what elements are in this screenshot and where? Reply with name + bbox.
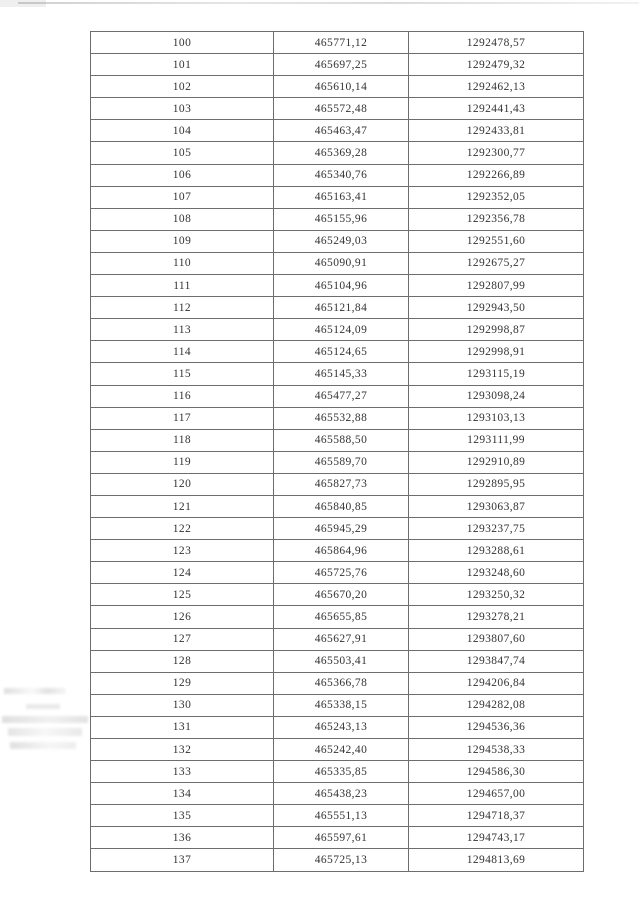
table-row (91, 584, 584, 606)
y-coordinate-cell: 1293847,74 (409, 650, 584, 672)
table-row (91, 805, 584, 827)
scan-artifact-line (18, 2, 639, 4)
table-row (91, 164, 584, 186)
x-coordinate-cell: 465597,61 (274, 827, 409, 849)
x-coordinate-cell: 465589,70 (274, 451, 409, 473)
point-number-cell: 113 (91, 319, 274, 341)
point-number-cell: 119 (91, 451, 274, 473)
point-number-cell: 118 (91, 429, 274, 451)
table-row (91, 275, 584, 297)
y-coordinate-cell: 1292895,95 (409, 473, 584, 495)
table-row (91, 54, 584, 76)
point-number-cell: 132 (91, 739, 274, 761)
margin-smudge (26, 704, 60, 709)
x-coordinate-cell: 465840,85 (274, 495, 409, 517)
y-coordinate-cell: 1292441,43 (409, 98, 584, 120)
point-number-cell: 131 (91, 716, 274, 738)
point-number-cell: 103 (91, 98, 274, 120)
x-coordinate-cell: 465121,84 (274, 297, 409, 319)
point-number-cell: 126 (91, 606, 274, 628)
x-coordinate-cell: 465655,85 (274, 606, 409, 628)
table-row (91, 650, 584, 672)
table-row (91, 540, 584, 562)
point-number-cell: 115 (91, 363, 274, 385)
x-coordinate-cell: 465124,65 (274, 341, 409, 363)
x-coordinate-cell: 465610,14 (274, 76, 409, 98)
point-number-cell: 137 (91, 849, 274, 872)
table-row (91, 142, 584, 164)
table-row (91, 849, 584, 872)
point-number-cell: 105 (91, 142, 274, 164)
table-row (91, 98, 584, 120)
point-number-cell: 109 (91, 230, 274, 252)
point-number-cell: 100 (91, 32, 274, 54)
point-number-cell: 130 (91, 694, 274, 716)
point-number-cell: 122 (91, 518, 274, 540)
y-coordinate-cell: 1293063,87 (409, 495, 584, 517)
x-coordinate-cell: 465104,96 (274, 275, 409, 297)
x-coordinate-cell: 465771,12 (274, 32, 409, 54)
y-coordinate-cell: 1292998,87 (409, 319, 584, 341)
y-coordinate-cell: 1292910,89 (409, 451, 584, 473)
x-coordinate-cell: 465335,85 (274, 761, 409, 783)
x-coordinate-cell: 465670,20 (274, 584, 409, 606)
x-coordinate-cell: 465532,88 (274, 407, 409, 429)
y-coordinate-cell: 1293115,19 (409, 363, 584, 385)
y-coordinate-cell: 1294718,37 (409, 805, 584, 827)
point-number-cell: 106 (91, 164, 274, 186)
y-coordinate-cell: 1292356,78 (409, 208, 584, 230)
margin-smudge (10, 742, 76, 749)
point-number-cell: 136 (91, 827, 274, 849)
y-coordinate-cell: 1294586,30 (409, 761, 584, 783)
x-coordinate-cell: 465827,73 (274, 473, 409, 495)
point-number-cell: 102 (91, 76, 274, 98)
x-coordinate-cell: 465155,96 (274, 208, 409, 230)
table-row (91, 716, 584, 738)
x-coordinate-cell: 465697,25 (274, 54, 409, 76)
x-coordinate-cell: 465551,13 (274, 805, 409, 827)
x-coordinate-cell: 465163,41 (274, 186, 409, 208)
y-coordinate-cell: 1294282,08 (409, 694, 584, 716)
y-coordinate-cell: 1292675,27 (409, 252, 584, 274)
x-coordinate-cell: 465145,33 (274, 363, 409, 385)
point-number-cell: 129 (91, 672, 274, 694)
point-number-cell: 120 (91, 473, 274, 495)
table-row (91, 341, 584, 363)
y-coordinate-cell: 1294536,36 (409, 716, 584, 738)
x-coordinate-cell: 465864,96 (274, 540, 409, 562)
table-row (91, 429, 584, 451)
table-row (91, 473, 584, 495)
table-row (91, 761, 584, 783)
y-coordinate-cell: 1292300,77 (409, 142, 584, 164)
margin-smudge (4, 688, 66, 694)
point-number-cell: 134 (91, 783, 274, 805)
y-coordinate-cell: 1294657,00 (409, 783, 584, 805)
table-row (91, 562, 584, 584)
y-coordinate-cell: 1294743,17 (409, 827, 584, 849)
margin-smudge (2, 716, 88, 723)
table-row (91, 783, 584, 805)
point-number-cell: 128 (91, 650, 274, 672)
point-number-cell: 123 (91, 540, 274, 562)
point-number-cell: 111 (91, 275, 274, 297)
coordinates-table (90, 31, 584, 872)
x-coordinate-cell: 465477,27 (274, 385, 409, 407)
table-row (91, 451, 584, 473)
y-coordinate-cell: 1292352,05 (409, 186, 584, 208)
x-coordinate-cell: 465503,41 (274, 650, 409, 672)
point-number-cell: 112 (91, 297, 274, 319)
x-coordinate-cell: 465725,76 (274, 562, 409, 584)
x-coordinate-cell: 465627,91 (274, 628, 409, 650)
x-coordinate-cell: 465366,78 (274, 672, 409, 694)
y-coordinate-cell: 1292551,60 (409, 230, 584, 252)
y-coordinate-cell: 1292462,13 (409, 76, 584, 98)
point-number-cell: 101 (91, 54, 274, 76)
table-row (91, 76, 584, 98)
point-number-cell: 125 (91, 584, 274, 606)
y-coordinate-cell: 1293278,21 (409, 606, 584, 628)
y-coordinate-cell: 1294538,33 (409, 739, 584, 761)
margin-smudge (8, 728, 82, 736)
point-number-cell: 116 (91, 385, 274, 407)
table-row (91, 407, 584, 429)
y-coordinate-cell: 1292478,57 (409, 32, 584, 54)
x-coordinate-cell: 465124,09 (274, 319, 409, 341)
table-row (91, 208, 584, 230)
x-coordinate-cell: 465090,91 (274, 252, 409, 274)
y-coordinate-cell: 1293098,24 (409, 385, 584, 407)
x-coordinate-cell: 465945,29 (274, 518, 409, 540)
table-row (91, 319, 584, 341)
table-row (91, 694, 584, 716)
table-row (91, 297, 584, 319)
y-coordinate-cell: 1293103,13 (409, 407, 584, 429)
table-row (91, 672, 584, 694)
x-coordinate-cell: 465725,13 (274, 849, 409, 872)
table-row (91, 120, 584, 142)
point-number-cell: 127 (91, 628, 274, 650)
y-coordinate-cell: 1293237,75 (409, 518, 584, 540)
y-coordinate-cell: 1293250,32 (409, 584, 584, 606)
point-number-cell: 133 (91, 761, 274, 783)
y-coordinate-cell: 1292433,81 (409, 120, 584, 142)
table-row (91, 518, 584, 540)
y-coordinate-cell: 1293288,61 (409, 540, 584, 562)
table-row (91, 495, 584, 517)
point-number-cell: 114 (91, 341, 274, 363)
table-row (91, 186, 584, 208)
point-number-cell: 135 (91, 805, 274, 827)
x-coordinate-cell: 465463,47 (274, 120, 409, 142)
x-coordinate-cell: 465369,28 (274, 142, 409, 164)
x-coordinate-cell: 465242,40 (274, 739, 409, 761)
x-coordinate-cell: 465338,15 (274, 694, 409, 716)
y-coordinate-cell: 1292998,91 (409, 341, 584, 363)
point-number-cell: 124 (91, 562, 274, 584)
point-number-cell: 107 (91, 186, 274, 208)
y-coordinate-cell: 1293248,60 (409, 562, 584, 584)
table-row (91, 739, 584, 761)
point-number-cell: 108 (91, 208, 274, 230)
point-number-cell: 104 (91, 120, 274, 142)
y-coordinate-cell: 1294813,69 (409, 849, 584, 872)
table-row (91, 252, 584, 274)
x-coordinate-cell: 465588,50 (274, 429, 409, 451)
x-coordinate-cell: 465243,13 (274, 716, 409, 738)
table-row (91, 363, 584, 385)
x-coordinate-cell: 465572,48 (274, 98, 409, 120)
table-row (91, 606, 584, 628)
table-row (91, 32, 584, 54)
x-coordinate-cell: 465249,03 (274, 230, 409, 252)
table-row (91, 827, 584, 849)
y-coordinate-cell: 1292943,50 (409, 297, 584, 319)
point-number-cell: 117 (91, 407, 274, 429)
y-coordinate-cell: 1293111,99 (409, 429, 584, 451)
y-coordinate-cell: 1292266,89 (409, 164, 584, 186)
x-coordinate-cell: 465340,76 (274, 164, 409, 186)
y-coordinate-cell: 1293807,60 (409, 628, 584, 650)
y-coordinate-cell: 1292807,99 (409, 275, 584, 297)
table-row (91, 385, 584, 407)
x-coordinate-cell: 465438,23 (274, 783, 409, 805)
y-coordinate-cell: 1292479,32 (409, 54, 584, 76)
table-row (91, 628, 584, 650)
y-coordinate-cell: 1294206,84 (409, 672, 584, 694)
point-number-cell: 121 (91, 495, 274, 517)
table-row (91, 230, 584, 252)
point-number-cell: 110 (91, 252, 274, 274)
